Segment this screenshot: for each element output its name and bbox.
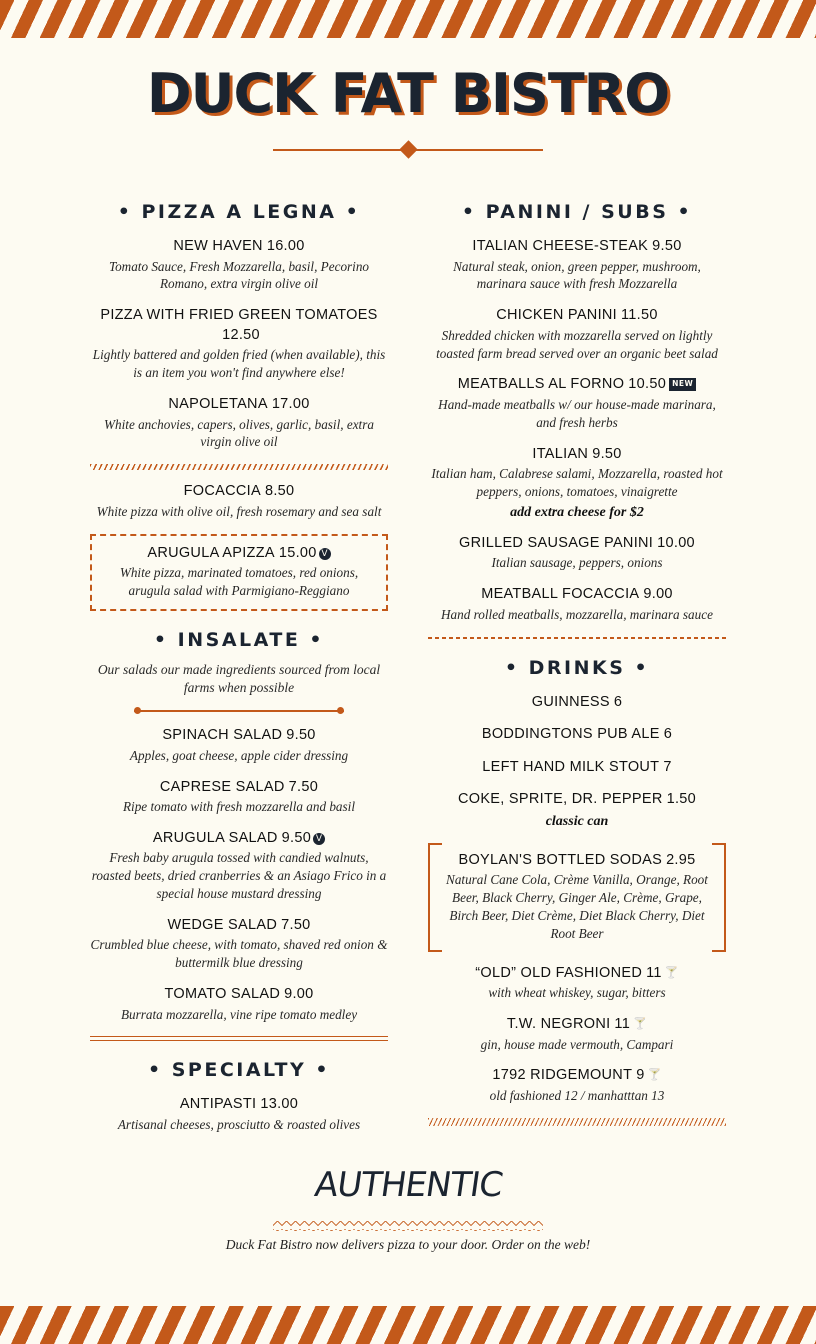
menu-item bbox=[428, 790, 726, 830]
item-description: Burrata mozzarella, vine ripe tomato medley bbox=[120, 1006, 358, 1022]
item-name: NAPOLETANA bbox=[168, 395, 268, 412]
item-name: CHICKEN PANINI bbox=[496, 307, 618, 324]
item-addon: add extra cheese for $2 bbox=[510, 504, 644, 520]
section-heading-panini: • PANINI / SUBS • bbox=[461, 201, 693, 223]
menu-item bbox=[90, 1095, 388, 1133]
footer-diamond-divider bbox=[273, 1221, 543, 1231]
item-description: White pizza, marinated tomatoes, red onions, arugula salad with Parmigiano-Reggiano bbox=[119, 565, 359, 598]
cocktail-glass-icon: 🍸 bbox=[647, 1069, 662, 1082]
menu-item bbox=[90, 985, 388, 1023]
item-description: Fresh baby arugula tossed with candied walnuts, roasted beets, dried cranberries & an Asiago Frico in a special house mustard dressing bbox=[91, 850, 387, 902]
section-pizza bbox=[90, 201, 388, 611]
menu-item bbox=[428, 585, 726, 623]
section-insalate bbox=[90, 629, 388, 1042]
section-specialty bbox=[90, 1059, 388, 1133]
item-description: Lightly battered and golden fried (when available), this is an item you won't find anywhere else! bbox=[92, 347, 386, 381]
menu-item bbox=[428, 306, 726, 362]
item-price: 12.50 bbox=[222, 326, 260, 343]
item-name: GUINNESS bbox=[531, 693, 610, 710]
menu-item bbox=[428, 445, 726, 521]
item-price: 9.50 bbox=[652, 238, 682, 254]
item-price: 7 bbox=[663, 758, 672, 775]
item-name: GRILLED SAUSAGE PANINI bbox=[459, 534, 654, 551]
item-price: 15.00 bbox=[278, 544, 317, 561]
item-description: Italian sausage, peppers, onions bbox=[491, 555, 663, 571]
item-name: PIZZA WITH FRIED GREEN TOMATOES bbox=[100, 307, 378, 324]
section-drinks bbox=[428, 657, 726, 1126]
item-name: T.W. NEGRONI bbox=[506, 1015, 611, 1032]
menu-item bbox=[428, 964, 726, 1002]
menu-item bbox=[90, 482, 388, 520]
left-column bbox=[90, 183, 388, 1147]
menu-item bbox=[428, 534, 726, 572]
menu-item bbox=[90, 916, 388, 972]
item-price: 17.00 bbox=[271, 395, 310, 412]
item-name: MEATBALLS AL FORNO bbox=[457, 376, 625, 393]
item-description: White anchovies, capers, olives, garlic, basil, extra virgin olive oil bbox=[104, 416, 374, 450]
item-name: ITALIAN CHEESE-STEAK bbox=[472, 238, 649, 254]
page-title: DUCK FAT BISTRO bbox=[146, 62, 670, 125]
section-divider-dotted bbox=[134, 705, 344, 716]
item-price: 11 bbox=[614, 1015, 631, 1032]
item-name: SPINACH SALAD bbox=[162, 727, 283, 744]
divider-hatched bbox=[90, 464, 388, 470]
menu-columns bbox=[30, 183, 786, 1147]
menu-item bbox=[102, 544, 376, 600]
section-heading-specialty: • SPECIALTY • bbox=[147, 1059, 330, 1082]
vegetarian-badge-icon: V bbox=[319, 548, 331, 560]
item-name: BODDINGTONS PUB ALE bbox=[481, 726, 660, 743]
item-name: COKE, SPRITE, DR. PEPPER bbox=[457, 791, 663, 808]
item-name: ARUGULA APIZZA bbox=[147, 544, 275, 561]
title-divider bbox=[273, 143, 543, 157]
bottom-stripe-band bbox=[0, 1306, 816, 1344]
new-badge-icon: NEW bbox=[669, 378, 696, 390]
item-price: 13.00 bbox=[260, 1096, 299, 1113]
item-price: 1.50 bbox=[666, 791, 697, 808]
item-name: ANTIPASTI bbox=[179, 1096, 257, 1113]
item-name: 1792 RIDGEMOUNT bbox=[492, 1067, 633, 1084]
divider-dashed bbox=[428, 637, 726, 639]
footer-script-word: AUTHENTIC bbox=[311, 1164, 505, 1205]
item-description: Apples, goat cheese, apple cider dressing bbox=[129, 747, 349, 763]
menu-item bbox=[90, 829, 388, 903]
item-description: Natural Cane Cola, Crème Vanilla, Orange, Root Beer, Black Cherry, Ginger Ale, Crème, Grape, Birch Beer, Diet Crème, Diet Black Cherry, Diet Root Beer bbox=[446, 872, 708, 941]
item-name: LEFT HAND MILK STOUT bbox=[482, 758, 660, 775]
item-description: with wheat whiskey, sugar, bitters bbox=[488, 985, 666, 1001]
item-description: Shredded chicken with mozzarella served on lightly toasted farm bread served over an organic beet salad bbox=[436, 327, 718, 361]
item-price: 11.50 bbox=[621, 307, 658, 324]
item-price: 7.50 bbox=[288, 778, 319, 795]
footer-text: Duck Fat Bistro now delivers pizza to your door. Order on the web! bbox=[225, 1236, 591, 1252]
cocktail-glass-icon: 🍸 bbox=[664, 966, 679, 979]
item-price: 9 bbox=[636, 1067, 645, 1084]
menu-item bbox=[428, 758, 726, 778]
item-description: gin, house made vermouth, Campari bbox=[480, 1036, 674, 1052]
item-price: 9.50 bbox=[286, 727, 316, 744]
menu-item bbox=[428, 1066, 726, 1104]
menu-item bbox=[90, 237, 388, 293]
item-description: Ripe tomato with fresh mozzarella and basil bbox=[122, 799, 355, 815]
item-price: 9.50 bbox=[592, 445, 622, 462]
item-description: White pizza with olive oil, fresh rosemary and sea salt bbox=[96, 503, 382, 519]
section-note: Our salads our made ingredients sourced from local farms when possible bbox=[97, 661, 381, 695]
footer bbox=[30, 1165, 786, 1253]
item-price: 9.00 bbox=[643, 586, 673, 603]
menu-item bbox=[428, 375, 726, 431]
menu-item bbox=[90, 726, 388, 764]
item-price: 7.50 bbox=[281, 916, 311, 933]
item-description: Tomato Sauce, Fresh Mozzarella, basil, Pecorino Romano, extra virgin olive oil bbox=[108, 258, 370, 292]
section-panini bbox=[428, 201, 726, 639]
highlight-bracket-boylans bbox=[428, 843, 726, 952]
item-description: Natural steak, onion, green pepper, mushroom, marinara sauce with fresh Mozzarella bbox=[453, 258, 701, 292]
item-description: Crumbled blue cheese, with tomato, shaved red onion & buttermilk blue dressing bbox=[90, 937, 388, 971]
item-name: CAPRESE SALAD bbox=[159, 778, 285, 795]
item-name: TOMATO SALAD bbox=[164, 986, 281, 1003]
menu-page bbox=[0, 38, 816, 1306]
item-price: 8.50 bbox=[264, 483, 295, 500]
item-price: 6 bbox=[663, 726, 673, 743]
item-name: MEATBALL FOCACCIA bbox=[481, 586, 640, 603]
section-heading-pizza: • PIZZA A LEGNA • bbox=[117, 201, 361, 223]
item-price: 6 bbox=[613, 693, 623, 710]
menu-item bbox=[428, 693, 726, 713]
divider-double-rule bbox=[90, 1036, 388, 1041]
cocktail-glass-icon: 🍸 bbox=[633, 1017, 648, 1030]
divider-hatched-bottom bbox=[428, 1118, 726, 1126]
menu-item bbox=[442, 851, 712, 943]
item-price: 10.00 bbox=[657, 534, 695, 551]
menu-item bbox=[90, 395, 388, 451]
menu-item bbox=[428, 725, 726, 745]
vegetarian-badge-icon: V bbox=[313, 833, 325, 845]
item-name: NEW HAVEN bbox=[173, 238, 263, 254]
title-block bbox=[30, 62, 786, 157]
item-price: 9.00 bbox=[284, 986, 314, 1003]
item-name: ARUGULA SALAD bbox=[152, 829, 278, 846]
section-heading-insalate: • INSALATE • bbox=[153, 628, 325, 651]
menu-item bbox=[428, 1015, 726, 1053]
menu-item bbox=[90, 306, 388, 382]
right-column bbox=[428, 183, 726, 1147]
item-price: 10.50 bbox=[628, 376, 667, 393]
item-price: 11 bbox=[646, 964, 662, 981]
item-name: ITALIAN bbox=[532, 445, 589, 462]
item-description: Italian ham, Calabrese salami, Mozzarella, roasted hot peppers, onions, tomatoes, vinaigrette bbox=[431, 466, 723, 499]
section-heading-drinks: • DRINKS • bbox=[504, 656, 650, 679]
item-price: 16.00 bbox=[266, 238, 305, 254]
item-name: WEDGE SALAD bbox=[167, 916, 278, 933]
item-description: old fashioned 12 / manhatttan 13 bbox=[489, 1087, 665, 1103]
item-description: Artisanal cheeses, prosciutto & roasted olives bbox=[117, 1117, 361, 1132]
highlight-box-arugula-apizza bbox=[90, 534, 388, 611]
top-stripe-band bbox=[0, 0, 816, 38]
item-price: 9.50 bbox=[281, 829, 312, 846]
item-price: 2.95 bbox=[666, 851, 696, 868]
item-name: FOCACCIA bbox=[183, 483, 261, 500]
item-name: “OLD” OLD FASHIONED bbox=[475, 964, 643, 981]
item-addon: classic can bbox=[545, 813, 609, 829]
menu-item bbox=[428, 237, 726, 293]
item-name: BOYLAN'S BOTTLED SODAS bbox=[458, 851, 663, 868]
item-description: Hand-made meatballs w/ our house-made marinara, and fresh herbs bbox=[438, 396, 716, 430]
item-description: Hand rolled meatballs, mozzarella, marinara sauce bbox=[441, 606, 713, 622]
menu-item bbox=[90, 778, 388, 816]
